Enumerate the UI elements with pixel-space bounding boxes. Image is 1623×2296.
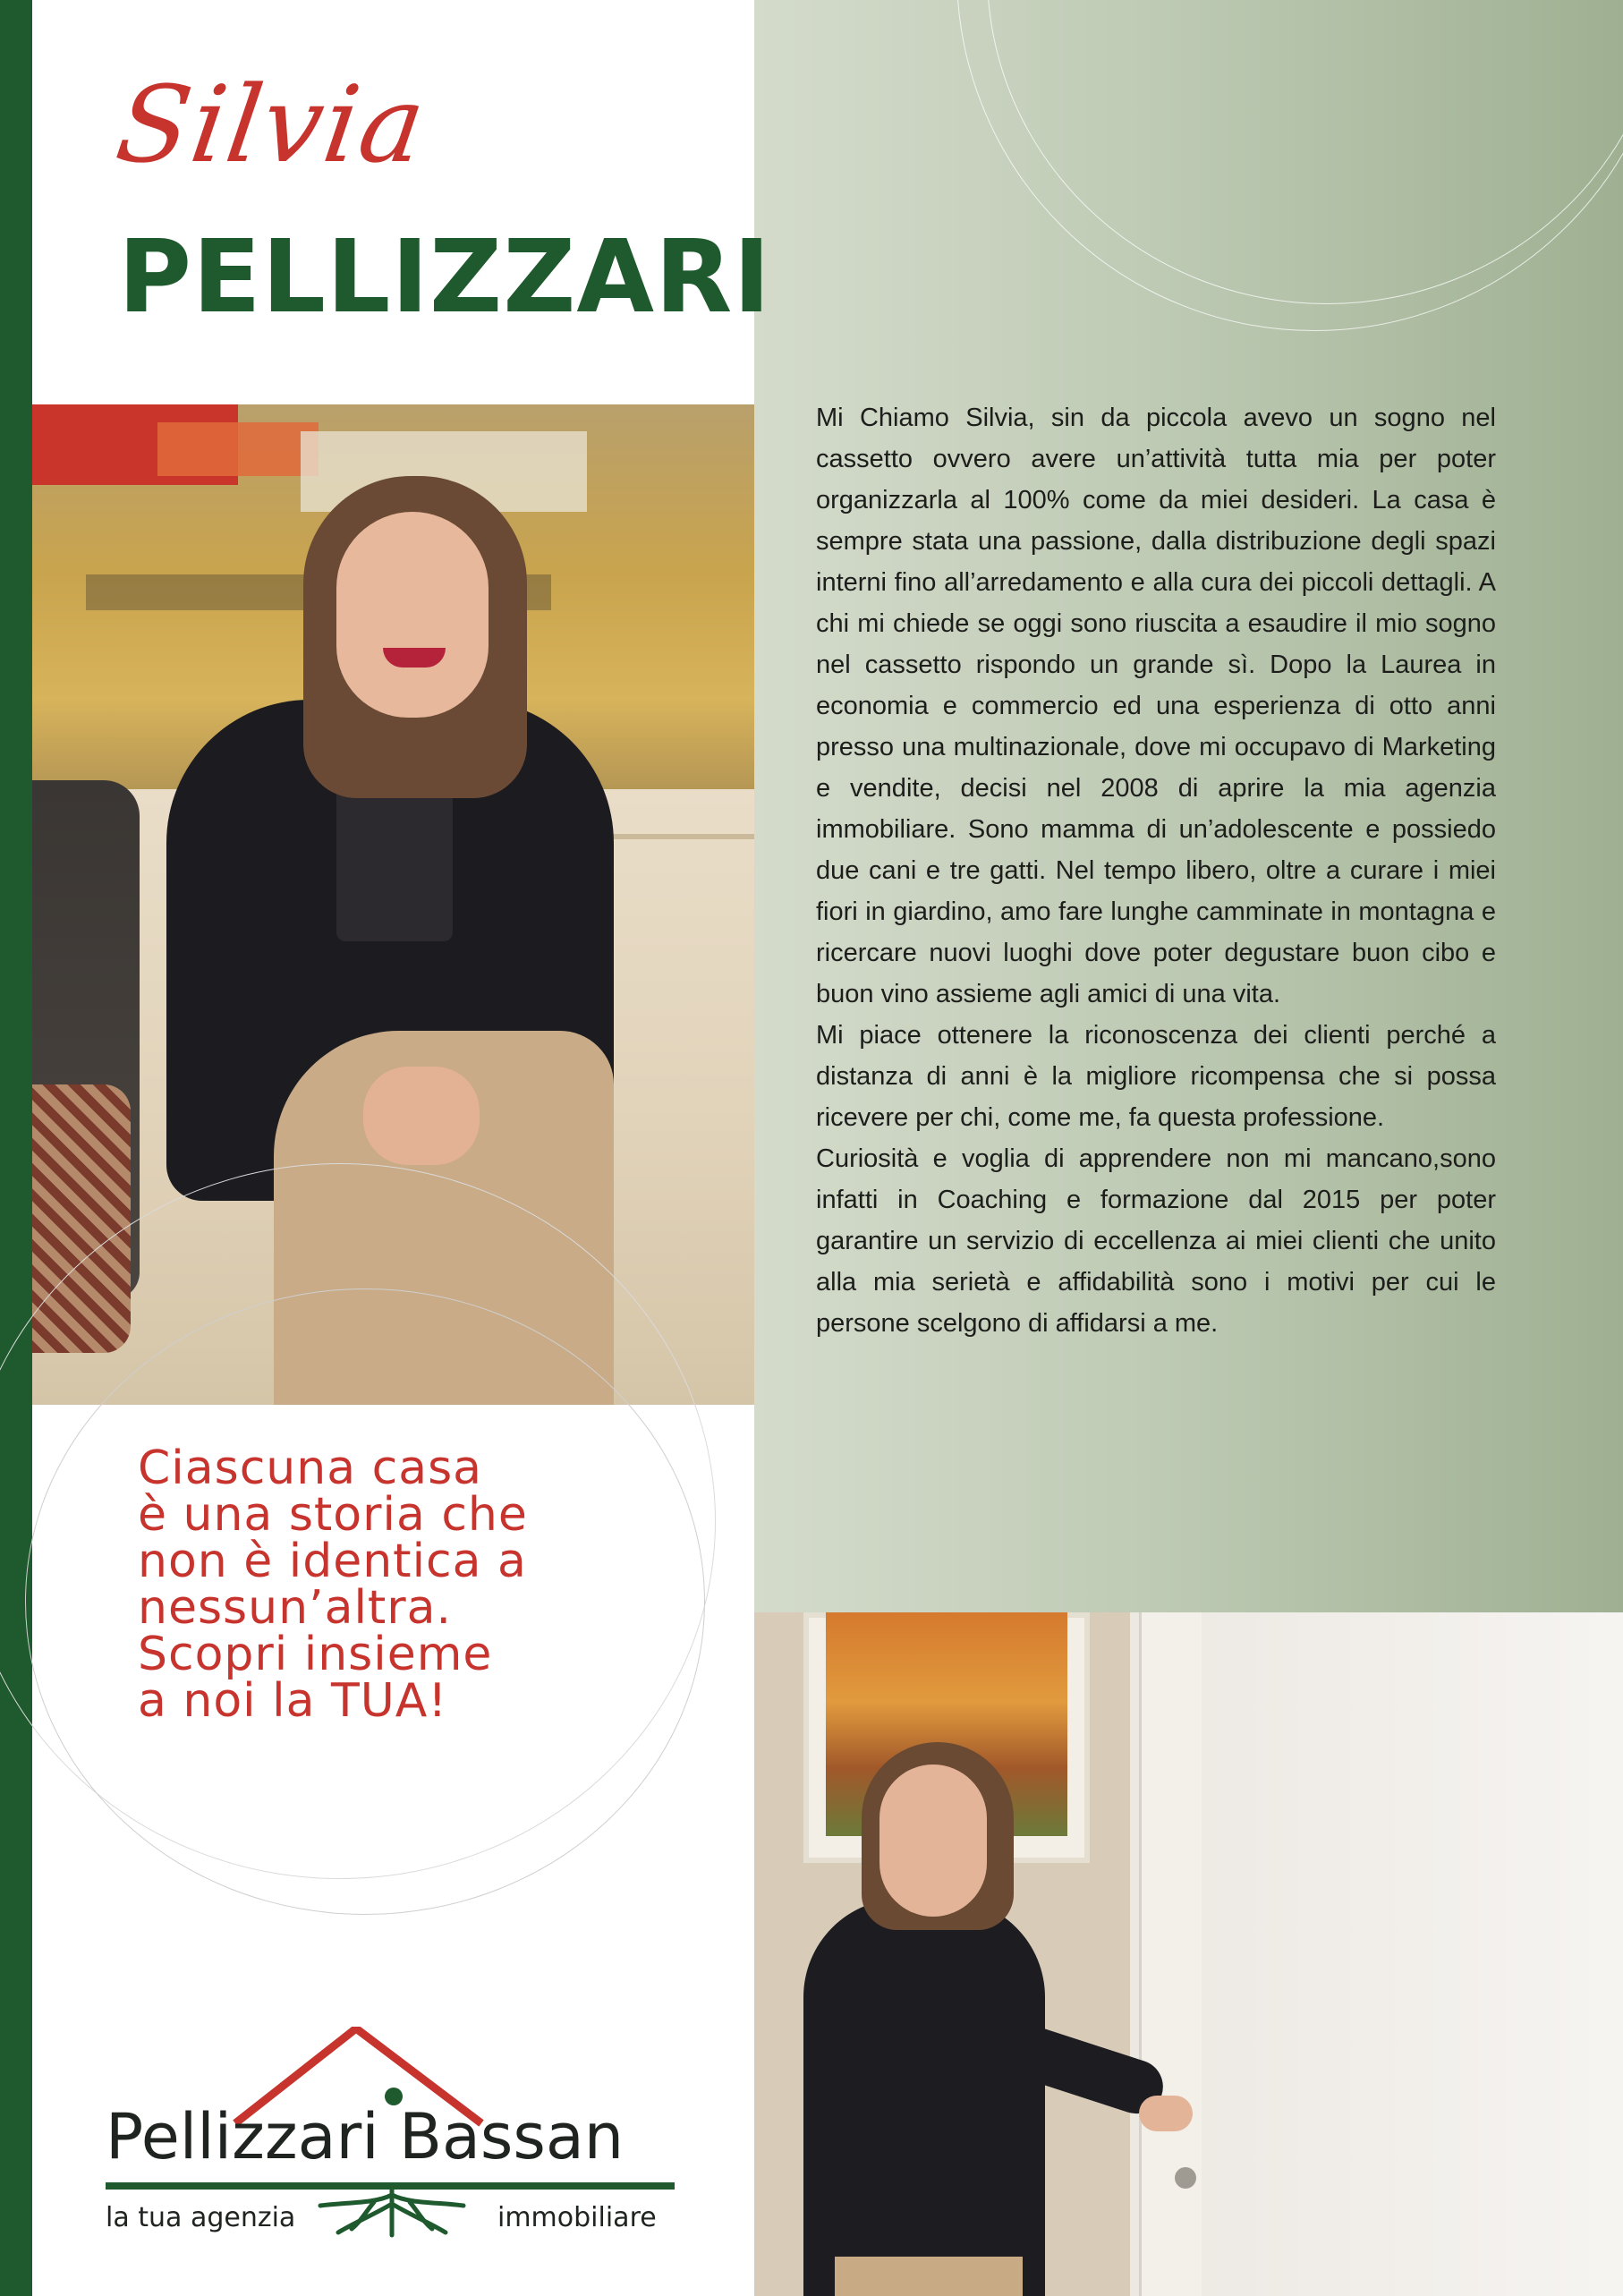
quote-line: Scopri insieme bbox=[138, 1628, 493, 1681]
logo-brand-name: Pellizzari Bassan bbox=[106, 2100, 625, 2173]
door-handle bbox=[1175, 2167, 1196, 2189]
quote-line: è una storia che bbox=[138, 1488, 528, 1542]
bio-paragraph-2: Mi piace ottenere la riconoscenza dei clienti perché a distanza di anni è la migliore ricompensa che si possa ricevere per chi, come me, fa questa professione. bbox=[816, 1021, 1496, 1132]
bio-text bbox=[816, 397, 1496, 1344]
door bbox=[1130, 1612, 1623, 2296]
quote-line: Ciascuna casa bbox=[138, 1441, 483, 1495]
first-name-script: Silvia bbox=[109, 63, 434, 186]
roots-icon bbox=[311, 2186, 472, 2240]
tagline-quote bbox=[138, 1441, 639, 1728]
smile bbox=[383, 648, 446, 668]
face bbox=[879, 1765, 987, 1917]
hand bbox=[1139, 2096, 1193, 2131]
quote-line: nessun’altra. bbox=[138, 1581, 453, 1635]
bio-paragraph-1: Mi Chiamo Silvia, sin da piccola avevo un sogno nel cassetto ovvero avere un’attività tutta mia per poter organizzarla al 100% come da miei desideri. La casa è sempre stata una passione, dalla distribuzione degli spazi interni fino all’arredamento e alla cura dei piccoli dettagli. A chi mi chiede se oggi sono riuscita a esaudire il mio sogno nel cassetto rispondo un grande sì. Dopo la Laurea in economia e commercio ed una esperienza di otto anni presso una multinazionale, dove mi occupavo di Marketing e vendite, decisi nel 2008 di aprire la mia agenzia immobiliare. Sono mamma di un’adolescente e possiedo due cani e tre gatti. Nel tempo libero, oltre a curare i miei fiori in giardino, amo fare lunghe camminate in montagna e ricercare nuovi luoghi dove poter degustare buon cibo e buon vino assieme agli amici di una vita. bbox=[816, 404, 1496, 1008]
jacket bbox=[803, 1899, 1045, 2296]
face bbox=[336, 512, 489, 718]
company-logo bbox=[106, 2027, 678, 2232]
trousers bbox=[835, 2257, 1023, 2296]
quote-line: non è identica a bbox=[138, 1535, 527, 1588]
painting-stroke bbox=[157, 422, 319, 476]
left-accent-bar bbox=[0, 0, 32, 2296]
hands bbox=[363, 1067, 480, 1165]
logo-tagline-right: immobiliare bbox=[497, 2202, 657, 2233]
door-frame bbox=[1139, 1612, 1202, 2296]
last-name-title: PELLIZZARI bbox=[118, 219, 772, 336]
logo-tagline-left: la tua agenzia bbox=[106, 2202, 296, 2233]
bio-paragraph-3: Curiosità e voglia di apprendere non mi mancano,sono infatti in Coaching e formazione dal 2015 per poter garantire un servizio di eccellenza ai miei clienti che unito alla mia serietà e affidabilità sono i motivi per cui le persone scelgono di affidarsi a me. bbox=[816, 1144, 1496, 1338]
portrait-photo-door bbox=[754, 1612, 1623, 2296]
quote-line: a noi la TUA! bbox=[138, 1674, 448, 1728]
